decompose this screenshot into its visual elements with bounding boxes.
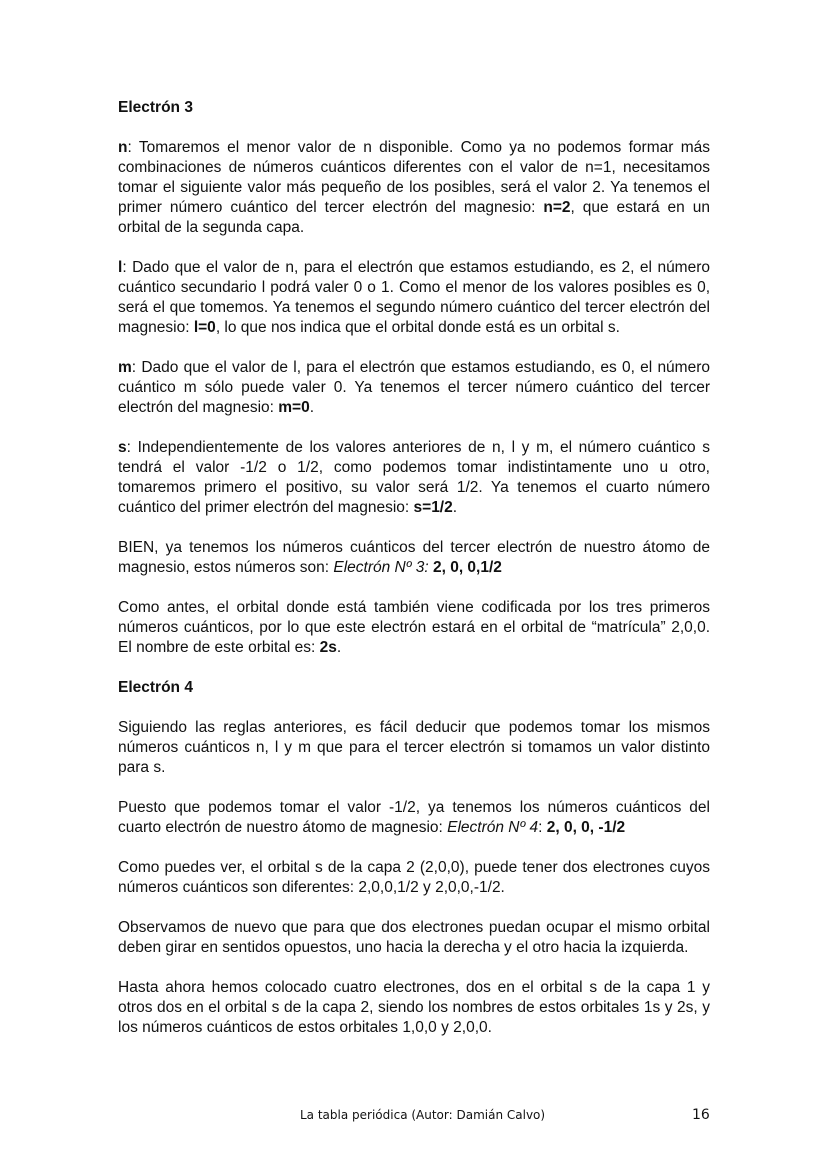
paragraph-rules: Siguiendo las reglas anteriores, es fácil deducir que podemos tomar los mismos números cuánticos n, l y m que para el tercer electrón si tomamos un valor distinto para s. <box>118 719 710 776</box>
heading-electron-3: Electrón 3 <box>118 99 193 116</box>
footer-text: La tabla periódica (Autor: Damián Calvo) <box>300 1108 546 1122</box>
paragraph-m: m: Dado que el valor de l, para el electrón que estamos estudiando, es 0, el número cuántico m sólo puede valer 0. Ya tenemos el tercer número cuántico del tercer electrón del magnesio: m=0. <box>118 359 710 416</box>
paragraph-s: s: Independientemente de los valores anteriores de n, l y m, el número cuántico s tendrá el valor -1/2 o 1/2, como podemos tomar indistintamente uno u otro, tomaremos primero el positivo, su valor será 1/2. Ya tenemos el cuarto número cuántico del primer electrón del magnesio: s=1/2. <box>118 439 710 516</box>
paragraph-electron-4: Puesto que podemos tomar el valor -1/2, ya tenemos los números cuánticos del cuarto electrón de nuestro átomo de magnesio: Electrón Nº 4: 2, 0, 0, -1/2 <box>118 799 710 836</box>
document-page <box>118 98 710 1038</box>
paragraph-orbital-s: Como puedes ver, el orbital s de la capa 2 (2,0,0), puede tener dos electrones cuyos números cuánticos son diferentes: 2,0,0,1/2 y 2,0,0,-1/2. <box>118 859 710 896</box>
page-number: 16 <box>692 1107 710 1123</box>
paragraph-l: l: Dado que el valor de n, para el electrón que estamos estudiando, es 2, el número cuántico secundario l podrá valer 0 o 1. Como el menor de los valores posibles es 0, será el que tomemos. Ya tenemos el segundo número cuántico del tercer electrón del magnesio: l=0, lo que nos indica que el orbital donde está es un orbital s. <box>118 259 710 336</box>
paragraph-n: n: Tomaremos el menor valor de n disponible. Como ya no podemos formar más combinaciones de números cuánticos diferentes con el valor de n=1, necesitamos tomar el siguiente valor más pequeño de los posibles, será el valor 2. Ya tenemos el primer número cuántico del tercer electrón del magnesio: n=2, que estará en un orbital de la segunda capa. <box>118 139 710 236</box>
heading-electron-4: Electrón 4 <box>118 679 193 696</box>
paragraph-summary: Hasta ahora hemos colocado cuatro electrones, dos en el orbital s de la capa 1 y otros dos en el orbital s de la capa 2, siendo los nombres de estos orbitales 1s y 2s, y los números cuánticos de estos orbitales 1,0,0 y 2,0,0. <box>118 979 710 1036</box>
paragraph-orbital: Como antes, el orbital donde está también viene codificada por los tres primeros números cuánticos, por lo que este electrón estará en el orbital de “matrícula” 2,0,0. El nombre de este orbital es: 2s. <box>118 599 710 656</box>
paragraph-bien: BIEN, ya tenemos los números cuánticos del tercer electrón de nuestro átomo de magnesio, estos números son: Electrón Nº 3: 2, 0, 0,1/2 <box>118 539 710 576</box>
paragraph-spin: Observamos de nuevo que para que dos electrones puedan ocupar el mismo orbital deben girar en sentidos opuestos, uno hacia la derecha y el otro hacia la izquierda. <box>118 919 710 956</box>
